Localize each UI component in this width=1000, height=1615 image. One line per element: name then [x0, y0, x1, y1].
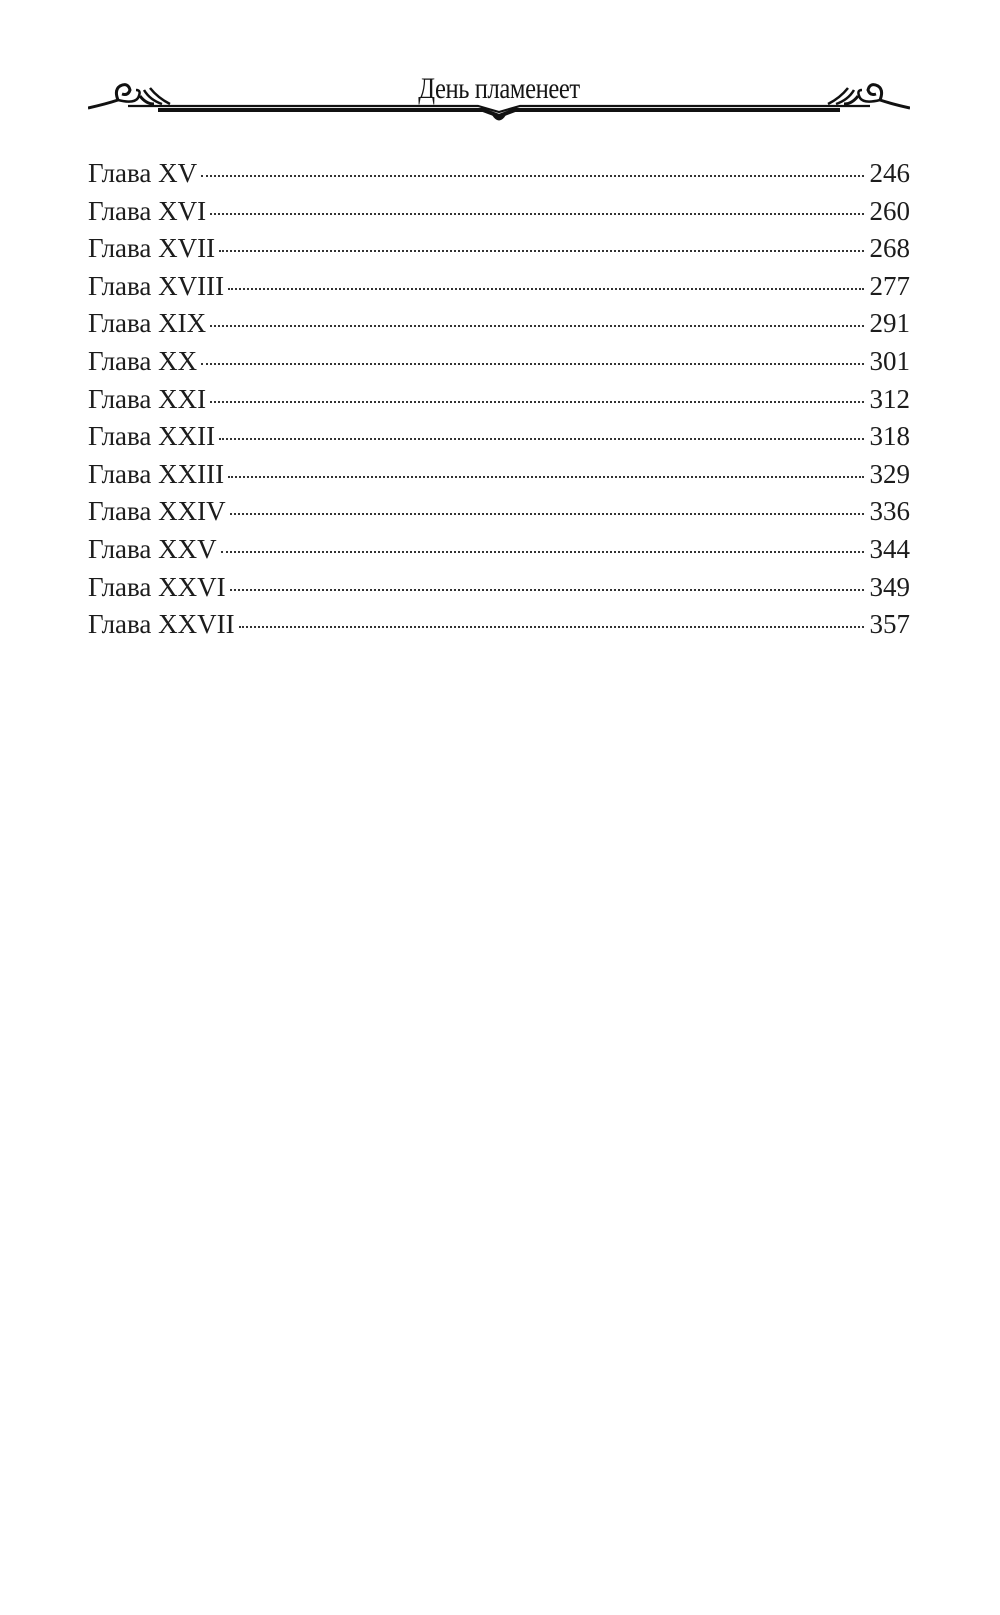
toc-entry-label: Глава XXI	[88, 383, 207, 414]
toc-entry-page: 344	[869, 533, 910, 564]
toc-entry	[88, 496, 910, 534]
toc-entry	[88, 196, 910, 234]
toc-entry-label: Глава XXV	[88, 533, 217, 564]
toc-entry	[88, 459, 910, 497]
table-of-contents	[88, 158, 910, 647]
toc-entry-page: 277	[869, 270, 910, 301]
toc-entry	[88, 534, 910, 572]
toc-entry-label: Глава XIX	[88, 308, 207, 339]
toc-entry-label: Глава XX	[88, 345, 198, 376]
toc-entry-page: 336	[869, 496, 910, 527]
book-title: День пламенеет	[418, 72, 580, 105]
toc-entry-page: 301	[869, 345, 910, 376]
dot-leader	[201, 363, 863, 365]
dot-leader	[210, 401, 863, 403]
dot-leader	[230, 513, 864, 515]
dot-leader	[239, 626, 864, 628]
toc-entry-label: Глава XXII	[88, 421, 216, 452]
toc-entry-page: 291	[869, 308, 910, 339]
toc-entry-label: Глава XXVII	[88, 609, 235, 640]
toc-entry-label: Глава XV	[88, 158, 198, 188]
dot-leader	[219, 438, 863, 440]
dot-leader	[230, 589, 864, 591]
toc-entry	[88, 308, 910, 346]
toc-entry-label: Глава XXVI	[88, 571, 226, 602]
toc-entry	[88, 572, 910, 610]
toc-entry-page: 357	[869, 609, 910, 640]
toc-entry	[88, 271, 910, 309]
dot-leader	[210, 213, 863, 215]
dot-leader	[201, 175, 863, 177]
toc-entry-page: 246	[869, 158, 910, 188]
toc-entry	[88, 233, 910, 271]
toc-entry-page: 268	[869, 233, 910, 264]
toc-entry-page: 349	[869, 571, 910, 602]
toc-entry-page: 318	[869, 421, 910, 452]
toc-entry-label: Глава XXIII	[88, 458, 225, 489]
toc-entry-page: 260	[869, 195, 910, 226]
toc-entry	[88, 158, 910, 196]
dot-leader	[219, 250, 863, 252]
toc-entry-label: Глава XXIV	[88, 496, 226, 527]
dot-leader	[221, 551, 864, 553]
dot-leader	[228, 288, 863, 290]
toc-entry	[88, 384, 910, 422]
dot-leader	[228, 476, 863, 478]
toc-entry-page: 312	[869, 383, 910, 414]
dot-leader	[210, 325, 863, 327]
toc-entry-label: Глава XVIII	[88, 270, 225, 301]
toc-entry-label: Глава XVI	[88, 195, 207, 226]
toc-entry	[88, 346, 910, 384]
toc-entry-label: Глава XVII	[88, 233, 216, 264]
toc-entry	[88, 609, 910, 647]
toc-entry-page: 329	[869, 458, 910, 489]
running-header	[88, 60, 910, 130]
toc-entry	[88, 421, 910, 459]
